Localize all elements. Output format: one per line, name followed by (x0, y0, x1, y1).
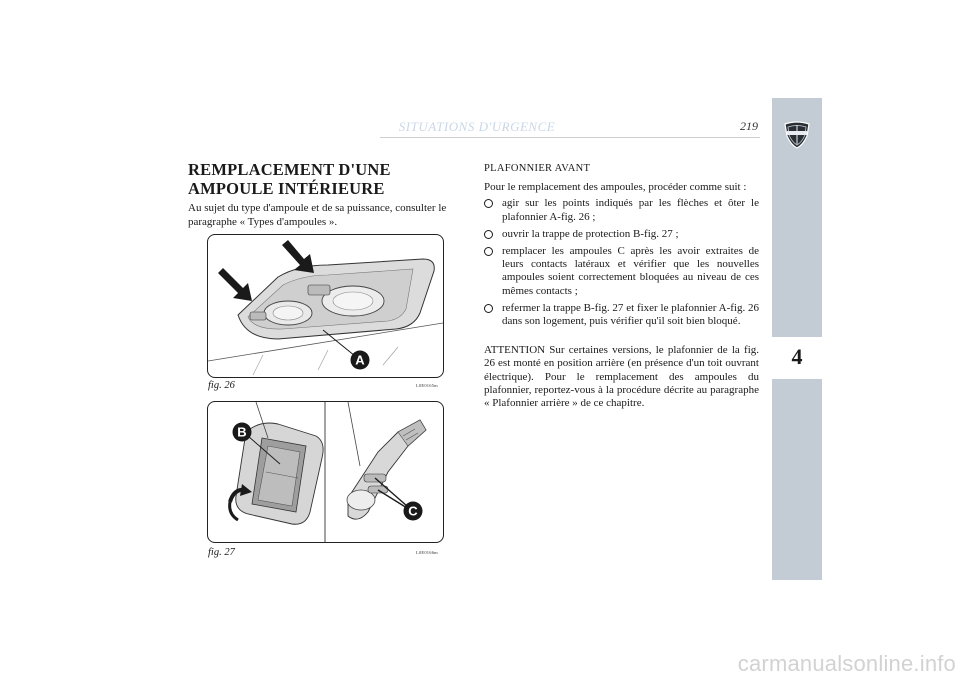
figure-label-c: C (408, 503, 418, 519)
site-watermark: carmanualsonline.info (737, 651, 956, 676)
bullet-circle-icon (484, 199, 493, 208)
list-item: remplacer les ampoules C après les avoir extraites de leurs contacts latéraux et vérifier que les nouvelles ampoules soient correctement bloquées au niveau de ces mêmes contacts ; (484, 245, 759, 298)
running-header-title: SITUATIONS D'URGENCE (398, 119, 556, 134)
chapter-number-panel (772, 337, 822, 379)
attention-note: ATTENTION Sur certaines versions, le plafonnier de la fig. 26 est monté en position arrière (en présence d'un toit ouvrant électrique). Pour le remplacement des ampoules du plafonnier, reportez-vous à la procédure décrite au paragraphe « Plafonnier arrière » de ce chapitre. (484, 344, 759, 410)
procedure-steps (484, 197, 759, 328)
bullet-circle-icon (484, 230, 493, 239)
chapter-tab (772, 98, 822, 580)
page-number: 219 (740, 119, 758, 133)
procedure-lead: Pour le remplacement des ampoules, procéder comme suit : (484, 181, 747, 194)
bullet-circle-icon (484, 247, 493, 256)
chapter-number: 4 (791, 344, 803, 369)
figure-label-b: B (237, 424, 247, 440)
bullet-circle-icon (484, 304, 493, 313)
instructions-column (484, 162, 759, 410)
figure-26-code: L0E0165m (416, 383, 438, 388)
list-item: ouvrir la trappe de protection B-fig. 27 ; (484, 228, 759, 241)
list-item: agir sur les points indiqués par les flèches et ôter le plafonnier A-fig. 26 ; (484, 197, 759, 223)
figure-26-caption: fig. 26 (208, 380, 235, 391)
lancia-shield-icon (782, 119, 812, 149)
figure-27-caption: fig. 27 (208, 547, 235, 558)
section-intro: Au sujet du type d'ampoule et de sa puissance, consulter le paragraphe « Types d'ampoules ». (188, 202, 447, 228)
figure-27-code: L0E0166m (416, 550, 438, 555)
figure-27-illustration (207, 401, 444, 543)
figure-26-illustration (207, 234, 444, 378)
subsection-heading: PLAFONNIER AVANT (484, 163, 591, 174)
list-item: refermer la trappe B-fig. 27 et fixer le plafonnier A-fig. 26 dans son logement, puis vérifier qu'il soit bien bloqué. (484, 302, 759, 328)
figure-label-a: A (355, 352, 365, 368)
section-heading: REMPLACEMENT D'UNE AMPOULE INTÉRIEURE (188, 160, 391, 198)
header-rule (380, 137, 760, 138)
